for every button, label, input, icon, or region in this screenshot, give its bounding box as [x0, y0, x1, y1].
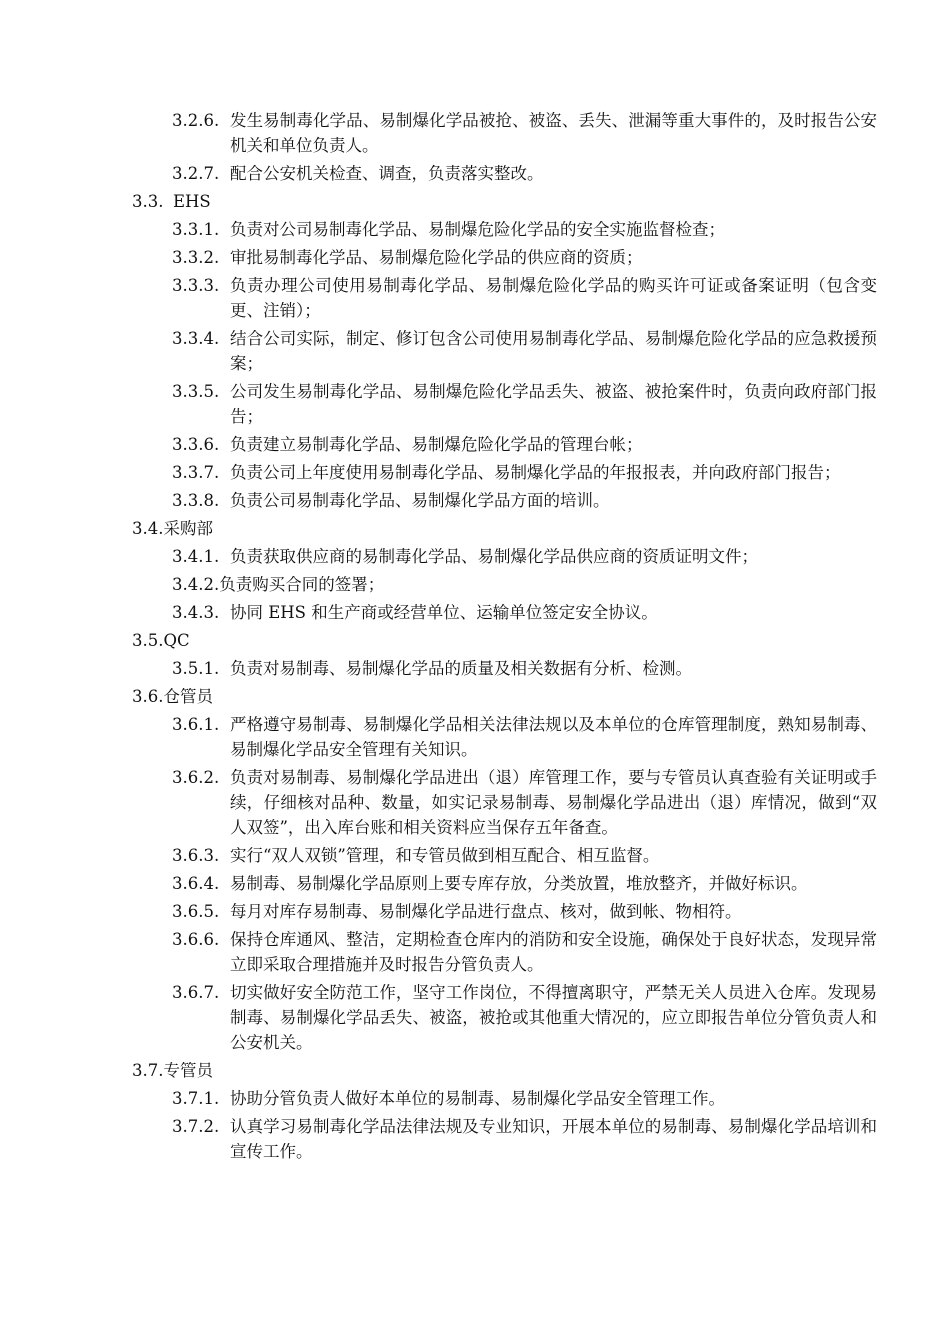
section-title: EHS	[173, 192, 211, 211]
clause-text: 实行“双人双锁”管理，和专管员做到相互配合、相互监督。	[230, 846, 660, 865]
clause-text: 负责对易制毒、易制爆化学品进出（退）库管理工作，要与专管员认真查验有关证明或手续，仔细核对品种、数量，如实记录易制毒、易制爆化学品进出（退）库情况，做到“双人双签”，出入库台账和相关资料应当保存五年备查。	[230, 768, 877, 837]
clause-3-6-6	[172, 927, 877, 977]
clause-text: 负责对公司易制毒化学品、易制爆危险化学品的安全实施监督检查；	[230, 220, 725, 239]
clause-number: 3.6.3.	[172, 846, 220, 865]
clause-number: 3.6.6.	[172, 930, 220, 949]
clause-3-2-6	[172, 108, 877, 158]
clause-text: 切实做好安全防范工作，坚守工作岗位，不得擅离职守，严禁无关人员进入仓库。发现易制毒、易制爆化学品丢失、被盗，被抢或其他重大情况的，应立即报告单位分管负责人和公安机关。	[230, 983, 877, 1052]
section-number: 3.4.	[132, 519, 164, 538]
section-number: 3.6.	[132, 687, 164, 706]
clause-text: 公司发生易制毒化学品、易制爆危险化学品丢失、被盗、被抢案件时，负责向政府部门报告；	[230, 382, 877, 426]
clause-text: 协助分管负责人做好本单位的易制毒、易制爆化学品安全管理工作。	[230, 1089, 725, 1108]
clause-number: 3.2.7.	[172, 164, 220, 183]
clause-text: 易制毒、易制爆化学品原则上要专库存放，分类放置，堆放整齐，并做好标识。	[230, 874, 808, 893]
clause-number: 3.4.3.	[172, 603, 220, 622]
clause-number: 3.4.2.	[172, 575, 220, 594]
clause-number: 3.5.1.	[172, 659, 220, 678]
clause-text: 严格遵守易制毒、易制爆化学品相关法律法规以及本单位的仓库管理制度，熟知易制毒、易制爆化学品安全管理有关知识。	[230, 715, 877, 759]
clause-3-3-1	[172, 217, 877, 242]
clause-number: 3.3.7.	[172, 463, 220, 482]
section-title: 仓管员	[163, 687, 213, 706]
clause-3-5-1	[172, 656, 877, 681]
clause-3-6-7	[172, 980, 877, 1055]
clause-text: 审批易制毒化学品、易制爆危险化学品的供应商的资质；	[230, 248, 643, 267]
section-3-4-heading	[132, 516, 877, 541]
clause-text: 协同 EHS 和生产商或经营单位、运输单位签定安全协议。	[230, 603, 658, 622]
section-title: 专管员	[163, 1061, 213, 1080]
section-number: 3.7.	[132, 1061, 164, 1080]
clause-3-3-8	[172, 488, 877, 513]
clause-3-6-5	[172, 899, 877, 924]
clause-3-4-3	[172, 600, 877, 625]
clause-text: 负责公司上年度使用易制毒化学品、易制爆化学品的年报报表，并向政府部门报告；	[230, 463, 841, 482]
clause-number: 3.6.5.	[172, 902, 220, 921]
clause-3-6-3	[172, 843, 877, 868]
clause-number: 3.6.4.	[172, 874, 220, 893]
clause-text: 配合公安机关检查、调查，负责落实整改。	[230, 164, 544, 183]
clause-3-3-2	[172, 245, 877, 270]
clause-text: 结合公司实际，制定、修订包含公司使用易制毒化学品、易制爆危险化学品的应急救援预案；	[230, 329, 877, 373]
clause-number: 3.6.1.	[172, 715, 220, 734]
clause-3-3-7	[172, 460, 877, 485]
clause-text: 负责获取供应商的易制毒化学品、易制爆化学品供应商的资质证明文件；	[230, 547, 758, 566]
clause-number: 3.3.5.	[172, 382, 220, 401]
clause-3-2-7	[172, 161, 877, 186]
clause-text: 发生易制毒化学品、易制爆化学品被抢、被盗、丢失、泄漏等重大事件的，及时报告公安机关和单位负责人。	[230, 111, 877, 155]
clause-3-4-1	[172, 544, 877, 569]
clause-3-3-4	[172, 326, 877, 376]
clause-number: 3.3.3.	[172, 276, 220, 295]
section-3-7-heading	[132, 1058, 877, 1083]
clause-number: 3.3.1.	[172, 220, 220, 239]
clause-text: 每月对库存易制毒、易制爆化学品进行盘点、核对，做到帐、物相符。	[230, 902, 742, 921]
clause-number: 3.3.2.	[172, 248, 220, 267]
section-3-6-heading	[132, 684, 877, 709]
clause-3-3-3	[172, 273, 877, 323]
document-body	[132, 108, 877, 1167]
clause-text: 负责办理公司使用易制毒化学品、易制爆危险化学品的购买许可证或备案证明（包含变更、注销）；	[230, 276, 877, 320]
clause-3-4-2	[172, 572, 877, 597]
section-number: 3.3.	[132, 192, 164, 211]
section-title: QC	[163, 631, 190, 650]
section-3-5-heading	[132, 628, 877, 653]
clause-number: 3.6.2.	[172, 768, 220, 787]
clause-3-3-6	[172, 432, 877, 457]
clause-number: 3.7.2.	[172, 1117, 220, 1136]
clause-number: 3.2.6.	[172, 111, 220, 130]
clause-number: 3.6.7.	[172, 983, 220, 1002]
clause-text: 负责公司易制毒化学品、易制爆化学品方面的培训。	[230, 491, 610, 510]
clause-3-6-1	[172, 712, 877, 762]
clause-number: 3.4.1.	[172, 547, 220, 566]
clause-text: 认真学习易制毒化学品法律法规及专业知识，开展本单位的易制毒、易制爆化学品培训和宣传工作。	[230, 1117, 877, 1161]
clause-3-6-2	[172, 765, 877, 840]
clause-number: 3.3.4.	[172, 329, 220, 348]
clause-number: 3.3.8.	[172, 491, 220, 510]
clause-3-6-4	[172, 871, 877, 896]
clause-text: 保持仓库通风、整洁，定期检查仓库内的消防和安全设施，确保处于良好状态，发现异常立即采取合理措施并及时报告分管负责人。	[230, 930, 877, 974]
section-number: 3.5.	[132, 631, 164, 650]
clause-3-7-2	[172, 1114, 877, 1164]
clause-3-7-1	[172, 1086, 877, 1111]
section-3-3-heading	[132, 189, 877, 214]
clause-number: 3.7.1.	[172, 1089, 220, 1108]
clause-number: 3.3.6.	[172, 435, 220, 454]
section-title: 采购部	[163, 519, 213, 538]
clause-text: 负责对易制毒、易制爆化学品的质量及相关数据有分析、检测。	[230, 659, 692, 678]
clause-text: 负责建立易制毒化学品、易制爆危险化学品的管理台帐；	[230, 435, 643, 454]
clause-text: 负责购买合同的签署；	[219, 575, 385, 594]
clause-3-3-5	[172, 379, 877, 429]
